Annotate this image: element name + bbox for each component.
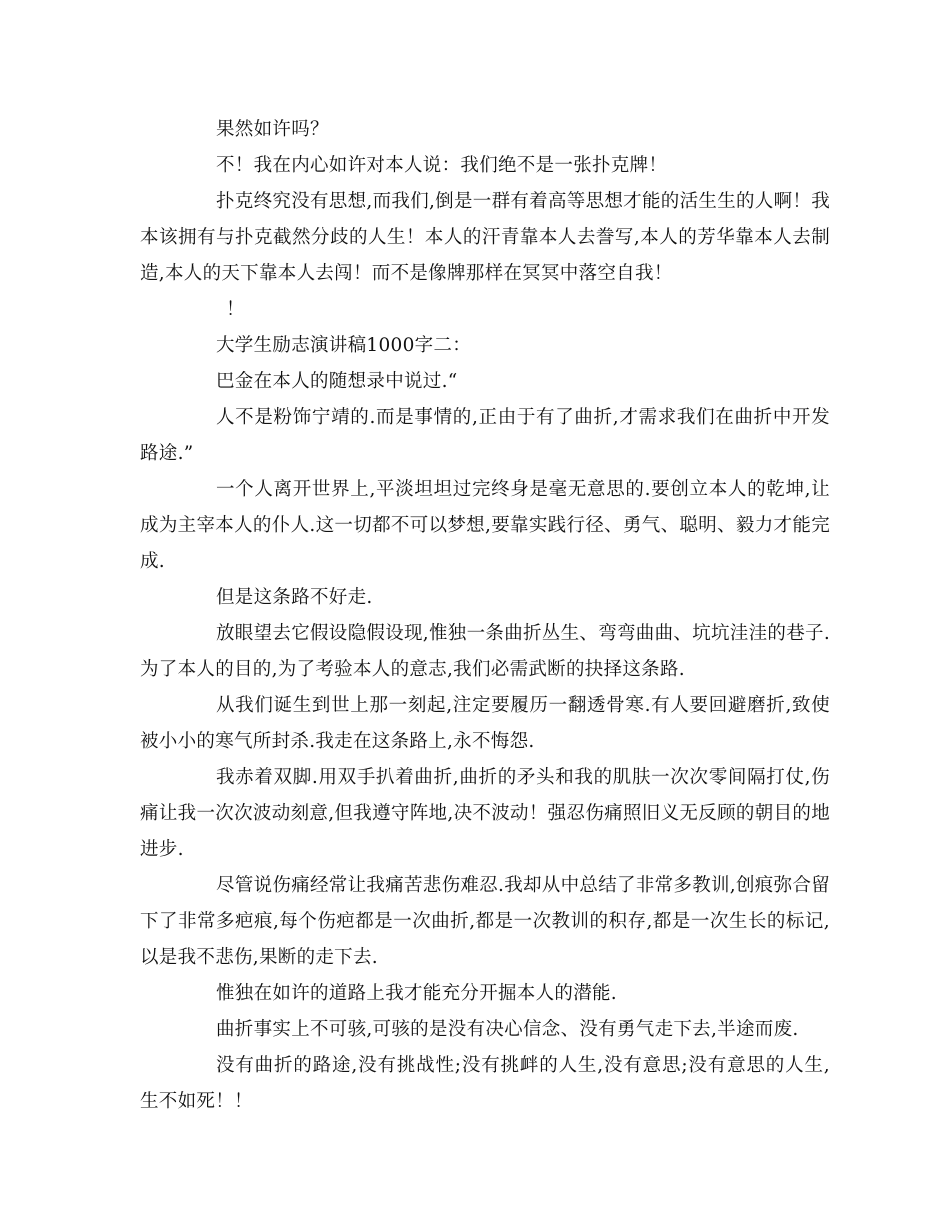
paragraph-13: 尽管说伤痛经常让我痛苦悲伤难忍.我却从中总结了非常多教训,创痕弥合留下了非常多疤痕,每个伤疤都是一次曲折,都是一次教训的积存,都是一次生长的标记,以是我不悲伤,果断的走下去. bbox=[140, 875, 830, 968]
paragraph-10: 放眼望去它假设隐假设现,惟独一条曲折丛生、弯弯曲曲、坑坑洼洼的巷子.为了本人的目的,为了考验本人的意志,我们必需武断的抉择这条路. bbox=[140, 623, 830, 680]
paragraph-11: 从我们诞生到世上那一刻起,注定要履历一翻透骨寒.有人要回避磨折,致使被小小的寒气所封杀.我走在这条路上,永不悔怨. bbox=[140, 695, 830, 752]
paragraph-15: 曲折事实上不可骇,可骇的是没有决心信念、没有勇气走下去,半途而废. bbox=[216, 1019, 799, 1040]
paragraph-8: 一个人离开世界上,平淡坦坦过完终身是毫无意思的.要创立本人的乾坤,让成为主宰本人的仆人.这一切都不可以梦想,要靠实践行径、勇气、聪明、毅力才能完成. bbox=[140, 479, 830, 572]
paragraph-2: 不！我在内心如许对本人说：我们绝不是一张扑克牌！ bbox=[216, 155, 668, 176]
paragraph-12: 我赤着双脚.用双手扒着曲折,曲折的矛头和我的肌肤一次次零间隔打仗,伤痛让我一次次波动刻意,但我遵守阵地,决不波动！强忍伤痛照旧义无反顾的朝目的地进步. bbox=[140, 767, 830, 860]
paragraph-1: 果然如许吗？ bbox=[216, 119, 329, 140]
paragraph-6: 巴金在本人的随想录中说过.“ bbox=[216, 371, 458, 392]
paragraph-16: 没有曲折的路途,没有挑战性;没有挑衅的人生,没有意思;没有意思的人生,生不如死！！ bbox=[140, 1055, 830, 1112]
paragraph-7: 人不是粉饰宁靖的.而是事情的,正由于有了曲折,才需求我们在曲折中开发路途.” bbox=[140, 407, 830, 464]
paragraph-3: 扑克终究没有思想,而我们,倒是一群有着高等思想才能的活生生的人啊！我本该拥有与扑克截然分歧的人生！本人的汗青靠本人去誊写,本人的芳华靠本人去制造,本人的天下靠本人去闯！而不是像牌那样在冥冥中落空自我！ bbox=[140, 191, 830, 284]
paragraph-14: 惟独在如许的道路上我才能充分开掘本人的潜能. bbox=[216, 983, 617, 1004]
paragraph-9: 但是这条路不好走. bbox=[216, 587, 373, 608]
section-heading: 大学生励志演讲稿1000字二： bbox=[216, 335, 472, 356]
document-body bbox=[140, 112, 830, 1120]
paragraph-4: ！ bbox=[226, 299, 245, 320]
